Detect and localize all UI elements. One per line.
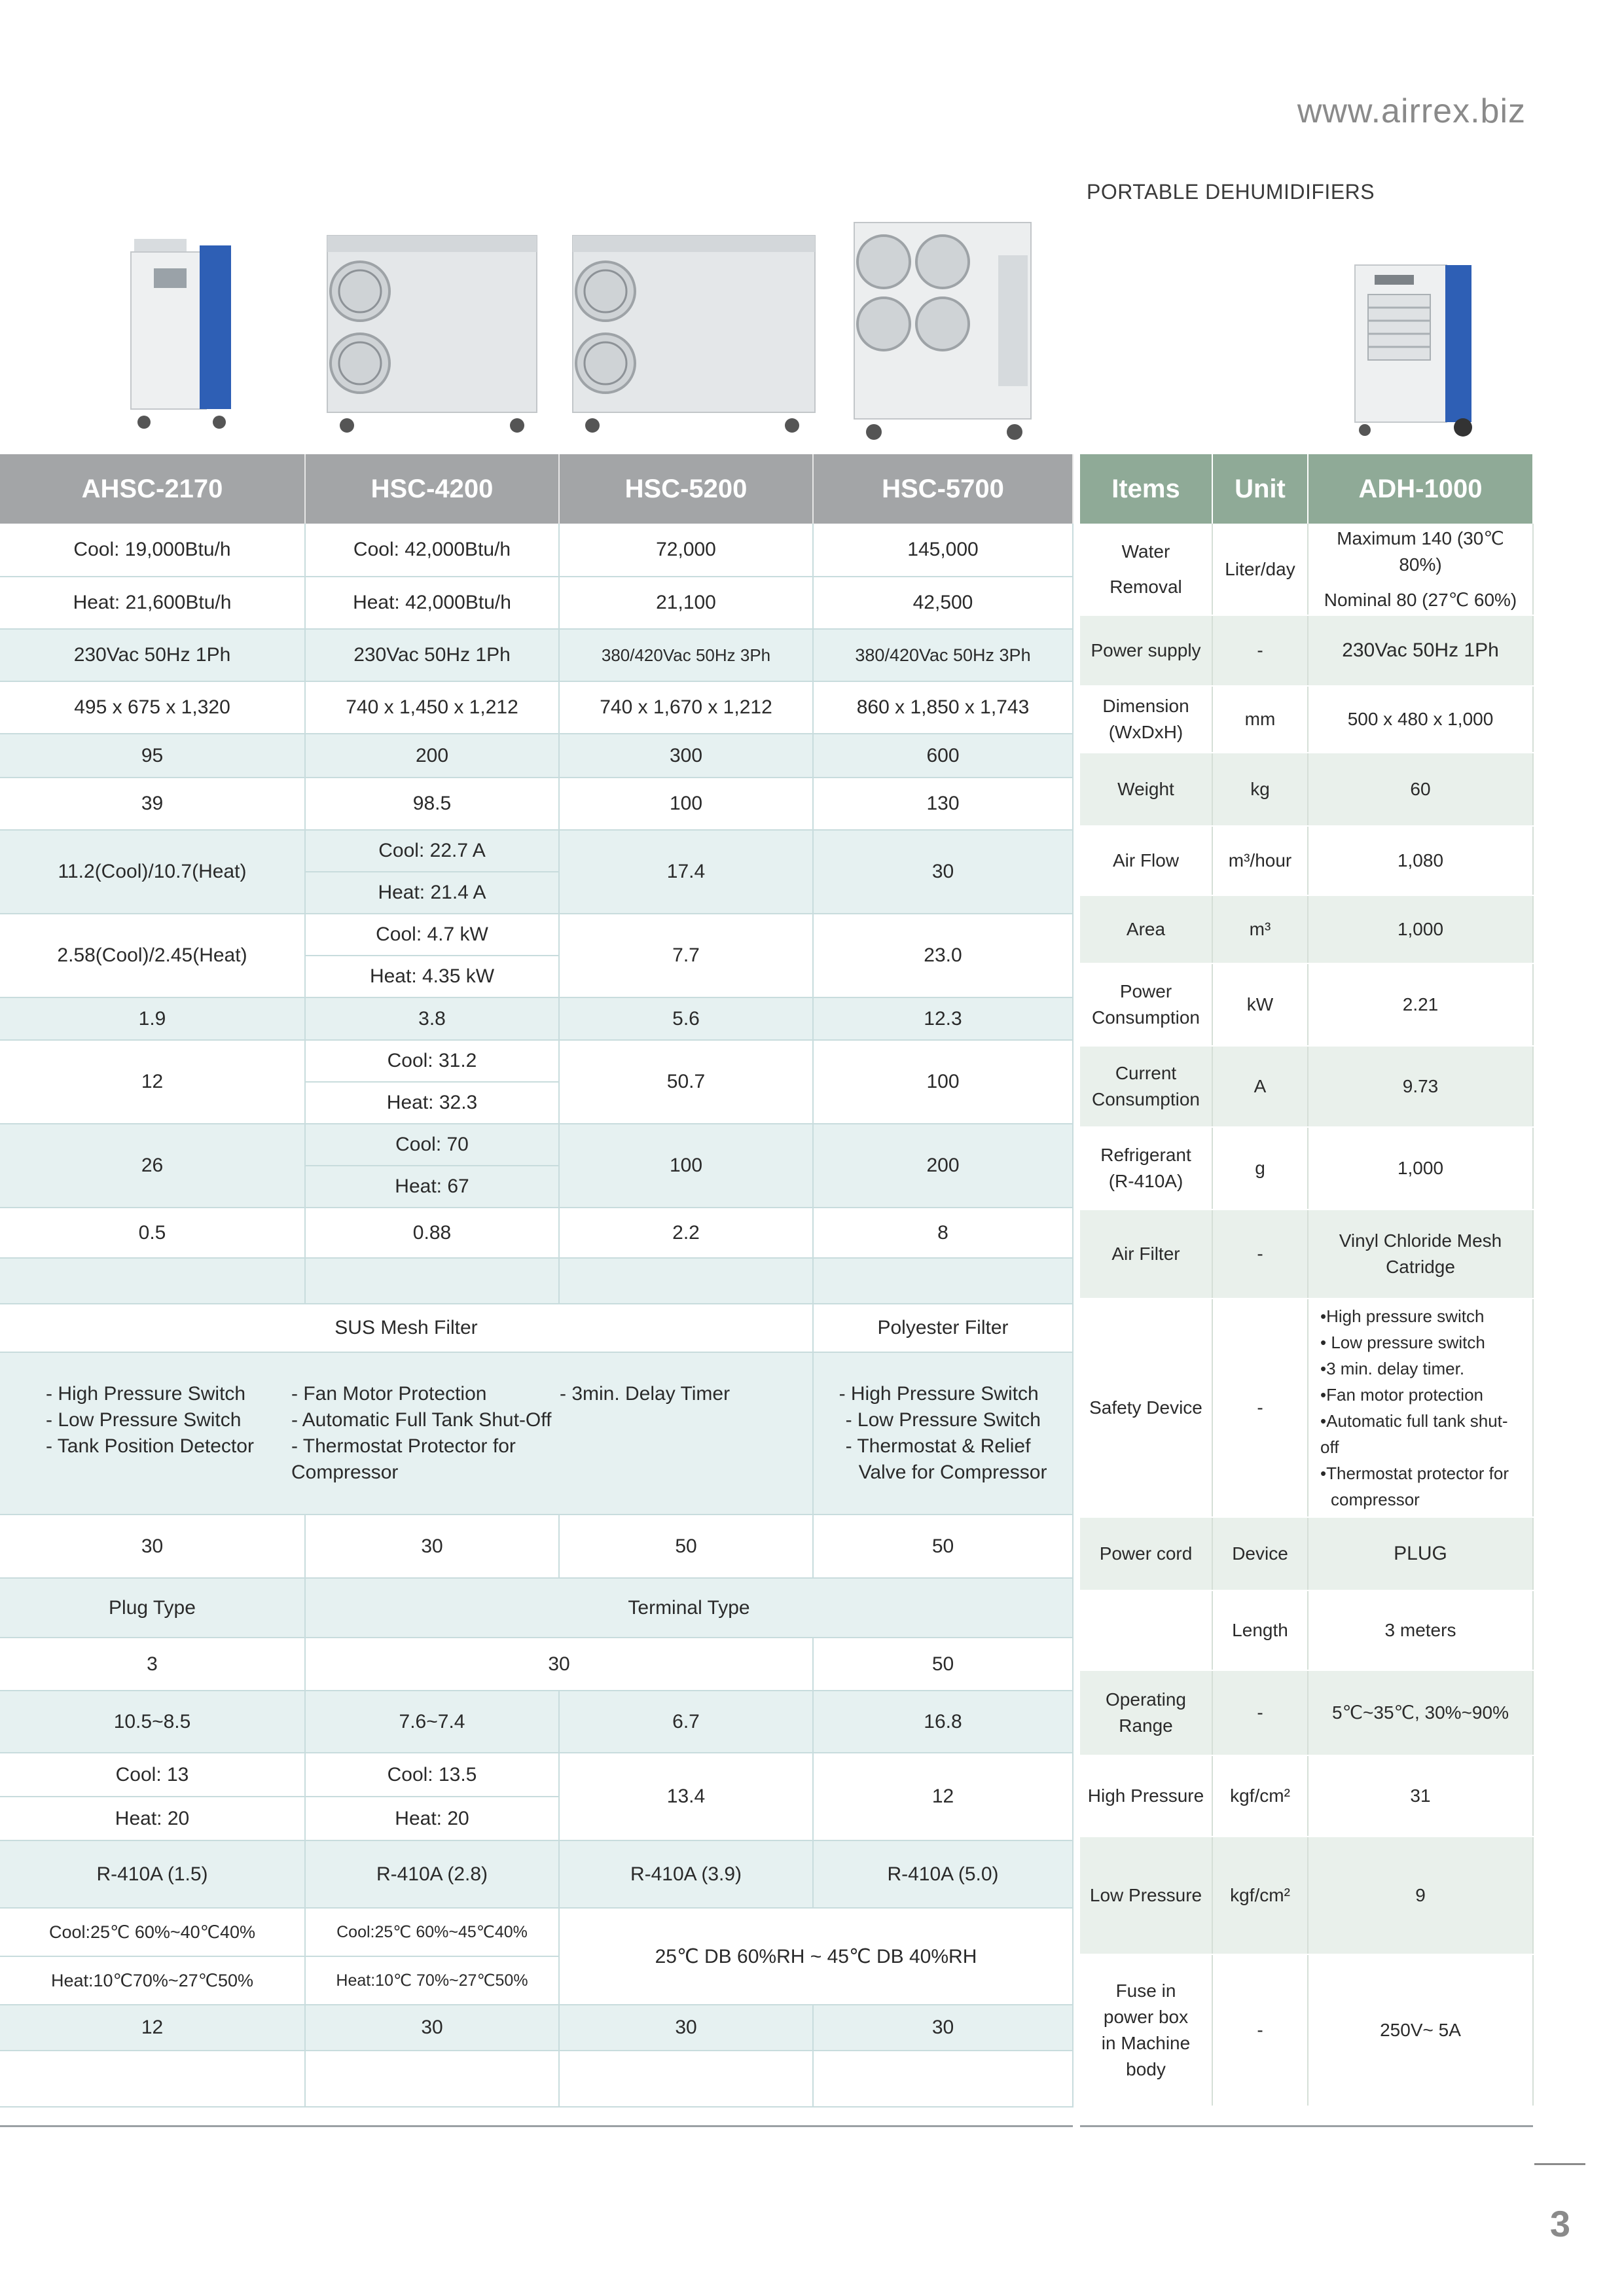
table-cell: Cool: 22.7 A xyxy=(305,830,559,872)
safety-device-cell xyxy=(0,1352,813,1515)
dehumidifier-spec-table xyxy=(1080,454,1534,2107)
table-cell: 23.0 xyxy=(813,914,1073,997)
table-cell: 230Vac 50Hz 1Ph xyxy=(0,629,305,681)
safety-item: •Fan motor protection xyxy=(1320,1385,1483,1405)
table-cell-empty xyxy=(813,1258,1073,1304)
value-cell: 1,080 xyxy=(1308,826,1533,895)
table-cell: Cool: 19,000Btu/h xyxy=(0,524,305,577)
table-cell: Cool: 70 xyxy=(305,1124,559,1166)
item-label: Range xyxy=(1119,1715,1173,1736)
value-cell: 3 meters xyxy=(1308,1590,1533,1670)
safety-item: •High pressure switch xyxy=(1320,1306,1485,1326)
table-cell: 39 xyxy=(0,778,305,830)
value-label: Maximum 140 (30℃ 80%) xyxy=(1337,528,1504,575)
table-cell: 21,100 xyxy=(559,577,813,629)
unit-cell: kgf/cm² xyxy=(1212,1755,1308,1837)
table-cell: 26 xyxy=(0,1124,305,1208)
item-label: Water xyxy=(1121,541,1170,562)
unit-cell: g xyxy=(1212,1127,1308,1210)
table-cell: 7.7 xyxy=(559,914,813,997)
table-cell: Heat: 20 xyxy=(0,1797,305,1840)
model-header-ahsc-2170: AHSC-2170 xyxy=(0,454,305,524)
safety-item: compressor xyxy=(1331,1490,1420,1509)
table-cell: 12.3 xyxy=(813,997,1073,1040)
value-cell: PLUG xyxy=(1308,1517,1533,1590)
table-cell: 6.7 xyxy=(559,1691,813,1753)
item-label: (R-410A) xyxy=(1108,1171,1183,1191)
table-cell-empty xyxy=(813,2051,1073,2107)
value-cell: 1,000 xyxy=(1308,895,1533,963)
table-cell-empty xyxy=(305,1258,559,1304)
table-cell: 860 x 1,850 x 1,743 xyxy=(813,681,1073,734)
value-label: Nominal 80 (27℃ 60%) xyxy=(1324,589,1517,610)
model-header-hsc-5700: HSC-5700 xyxy=(813,454,1073,524)
table-cell: Cool: 42,000Btu/h xyxy=(305,524,559,577)
unit-cell: - xyxy=(1212,1954,1308,2106)
item-label: Consumption xyxy=(1092,1089,1200,1109)
table-cell: 2.58(Cool)/2.45(Heat) xyxy=(0,914,305,997)
table-cell: 0.5 xyxy=(0,1208,305,1258)
safety-list xyxy=(46,1381,291,1460)
table-cell: 50 xyxy=(813,1515,1073,1578)
table-cell: 5.6 xyxy=(559,997,813,1040)
table-cell: Heat: 32.3 xyxy=(305,1082,559,1124)
safety-item: - 3min. Delay Timer xyxy=(560,1383,731,1405)
item-cell: Air Flow xyxy=(1080,826,1212,895)
table-cell: Plug Type xyxy=(0,1578,305,1638)
table-cell: Cool: 13.5 xyxy=(305,1753,559,1797)
unit-cell: A xyxy=(1212,1046,1308,1127)
table-cell: 25℃ DB 60%RH ~ 45℃ DB 40%RH xyxy=(559,1908,1073,2005)
table-cell-empty xyxy=(559,1258,813,1304)
value-cell xyxy=(1308,524,1533,615)
table-cell: 380/420Vac 50Hz 3Ph xyxy=(813,629,1073,681)
safety-item: - Automatic Full Tank Shut-Off xyxy=(291,1409,552,1431)
item-cell xyxy=(1080,963,1212,1046)
item-cell-empty xyxy=(1080,1590,1212,1670)
unit-cell: kg xyxy=(1212,753,1308,826)
safety-list xyxy=(1308,1299,1533,1517)
safety-item: - Fan Motor Protection xyxy=(291,1383,487,1405)
safety-device-cell xyxy=(813,1352,1073,1515)
table-cell: Cool: 13 xyxy=(0,1753,305,1797)
table-cell: 495 x 675 x 1,320 xyxy=(0,681,305,734)
item-cell xyxy=(1080,1046,1212,1127)
page-number-rule xyxy=(1534,2163,1585,2165)
filter-type-cell: Polyester Filter xyxy=(813,1304,1073,1352)
table-cell: 300 xyxy=(559,734,813,778)
item-cell xyxy=(1080,686,1212,753)
safety-item: Valve for Compressor xyxy=(858,1462,1047,1483)
table-cell: Cool: 4.7 kW xyxy=(305,914,559,956)
model-header-hsc-4200: HSC-4200 xyxy=(305,454,559,524)
table-cell: 10.5~8.5 xyxy=(0,1691,305,1753)
table-cell-empty xyxy=(559,2051,813,2107)
item-cell: Safety Device xyxy=(1080,1299,1212,1517)
table-cell: 30 xyxy=(305,1515,559,1578)
safety-list xyxy=(560,1381,756,1407)
table-cell: 740 x 1,670 x 1,212 xyxy=(559,681,813,734)
unit-cell: m³ xyxy=(1212,895,1308,963)
item-cell xyxy=(1080,1954,1212,2106)
filter-type-cell: SUS Mesh Filter xyxy=(0,1304,813,1352)
items-header: Items xyxy=(1080,454,1212,524)
table-cell: R-410A (3.9) xyxy=(559,1840,813,1908)
table-cell: 12 xyxy=(813,1753,1073,1840)
table-cell: Heat: 4.35 kW xyxy=(305,956,559,997)
item-cell: High Pressure xyxy=(1080,1755,1212,1837)
table-cell: 200 xyxy=(813,1124,1073,1208)
table-cell: Heat: 42,000Btu/h xyxy=(305,577,559,629)
air-conditioner-spec-table xyxy=(0,454,1074,2108)
table-cell: 2.2 xyxy=(559,1208,813,1258)
item-label: Consumption xyxy=(1092,1007,1200,1028)
item-cell: Power supply xyxy=(1080,615,1212,686)
table-cell: Cool: 31.2 xyxy=(305,1040,559,1082)
value-label: Catridge xyxy=(1386,1257,1455,1277)
unit-cell: - xyxy=(1212,615,1308,686)
table-cell-empty xyxy=(305,2051,559,2107)
item-cell: Power cord xyxy=(1080,1517,1212,1590)
table-cell: 380/420Vac 50Hz 3Ph xyxy=(559,629,813,681)
table-cell: 50.7 xyxy=(559,1040,813,1124)
model-header-adh-1000: ADH-1000 xyxy=(1308,454,1533,524)
value-cell: 250V~ 5A xyxy=(1308,1954,1533,2106)
table-cell: 30 xyxy=(0,1515,305,1578)
table-cell: 17.4 xyxy=(559,830,813,914)
value-cell xyxy=(1308,1210,1533,1299)
item-label: Fuse in xyxy=(1115,1981,1176,2001)
table-cell: 30 xyxy=(305,2005,559,2051)
table-cell: 50 xyxy=(559,1515,813,1578)
hsc-5200-product-image xyxy=(566,229,821,439)
table-bottom-rule xyxy=(0,2125,1073,2127)
value-cell: 5℃~35℃, 30%~90% xyxy=(1308,1670,1533,1755)
table-cell: 30 xyxy=(305,1638,813,1691)
table-cell: 145,000 xyxy=(813,524,1073,577)
value-cell: 31 xyxy=(1308,1755,1533,1837)
item-label: Refrigerant xyxy=(1100,1145,1191,1165)
model-header-hsc-5200: HSC-5200 xyxy=(559,454,813,524)
table-cell: 42,500 xyxy=(813,577,1073,629)
unit-cell: - xyxy=(1212,1210,1308,1299)
unit-cell: m³/hour xyxy=(1212,826,1308,895)
unit-cell: kgf/cm² xyxy=(1212,1837,1308,1954)
table-cell: Heat: 21.4 A xyxy=(305,872,559,914)
safety-item: - High Pressure Switch xyxy=(839,1383,1039,1405)
item-cell xyxy=(1080,524,1212,615)
safety-item: - Low Pressure Switch xyxy=(46,1409,242,1431)
table-cell: 72,000 xyxy=(559,524,813,577)
table-cell-empty xyxy=(0,1258,305,1304)
table-cell: Heat: 21,600Btu/h xyxy=(0,577,305,629)
unit-cell: Liter/day xyxy=(1212,524,1308,615)
table-cell: 0.88 xyxy=(305,1208,559,1258)
table-cell: Cool:25℃ 60%~40℃40% xyxy=(0,1908,305,1956)
table-bottom-rule xyxy=(1080,2125,1533,2127)
item-label: (WxDxH) xyxy=(1108,722,1183,742)
table-cell: 11.2(Cool)/10.7(Heat) xyxy=(0,830,305,914)
table-cell: 50 xyxy=(813,1638,1073,1691)
unit-cell: - xyxy=(1212,1670,1308,1755)
unit-cell: kW xyxy=(1212,963,1308,1046)
item-cell: Low Pressure xyxy=(1080,1837,1212,1954)
table-cell: R-410A (2.8) xyxy=(305,1840,559,1908)
item-label: body xyxy=(1126,2059,1166,2079)
item-cell: Weight xyxy=(1080,753,1212,826)
table-cell: 1.9 xyxy=(0,997,305,1040)
table-cell: 200 xyxy=(305,734,559,778)
page-number: 3 xyxy=(1549,2203,1570,2244)
table-cell: 16.8 xyxy=(813,1691,1073,1753)
website-url[interactable]: www.airrex.biz xyxy=(1297,92,1526,130)
table-cell: Terminal Type xyxy=(305,1578,1073,1638)
safety-item: - High Pressure Switch xyxy=(46,1383,246,1405)
value-label: Vinyl Chloride Mesh xyxy=(1339,1230,1502,1251)
table-cell: Heat:10℃ 70%~27℃50% xyxy=(305,1956,559,2005)
item-cell: Air Filter xyxy=(1080,1210,1212,1299)
safety-item: •3 min. delay timer. xyxy=(1320,1359,1465,1378)
table-cell: 8 xyxy=(813,1208,1073,1258)
safety-item: •Automatic full tank shut-off xyxy=(1320,1411,1508,1457)
value-cell: 230Vac 50Hz 1Ph xyxy=(1308,615,1533,686)
table-cell: 7.6~7.4 xyxy=(305,1691,559,1753)
table-cell: 12 xyxy=(0,2005,305,2051)
hsc-4200-product-image xyxy=(321,229,543,439)
table-cell: Heat:10℃70%~27℃50% xyxy=(0,1956,305,2005)
table-cell: 3 xyxy=(0,1638,305,1691)
table-cell: 95 xyxy=(0,734,305,778)
table-cell: 98.5 xyxy=(305,778,559,830)
item-label: Current xyxy=(1115,1063,1177,1083)
hsc-5700-product-image xyxy=(848,216,1044,445)
section-label: PORTABLE DEHUMIDIFIERS xyxy=(1087,180,1375,204)
table-cell: 12 xyxy=(0,1040,305,1124)
table-cell: 230Vac 50Hz 1Ph xyxy=(305,629,559,681)
table-cell: 100 xyxy=(559,1124,813,1208)
item-label: power box xyxy=(1103,2007,1189,2027)
table-cell: R-410A (1.5) xyxy=(0,1840,305,1908)
unit-cell: Length xyxy=(1212,1590,1308,1670)
table-cell: 100 xyxy=(559,778,813,830)
table-cell: 13.4 xyxy=(559,1753,813,1840)
table-cell: 30 xyxy=(559,2005,813,2051)
safety-item: •Thermostat protector for xyxy=(1320,1463,1509,1483)
adh-1000-product-image xyxy=(1348,259,1479,442)
table-cell: R-410A (5.0) xyxy=(813,1840,1073,1908)
table-cell: 30 xyxy=(813,2005,1073,2051)
table-cell: 130 xyxy=(813,778,1073,830)
item-label: Operating xyxy=(1106,1689,1186,1710)
value-cell: 500 x 480 x 1,000 xyxy=(1308,686,1533,753)
safety-item: - Thermostat Protector for Compressor xyxy=(291,1435,516,1483)
table-cell-empty xyxy=(0,2051,305,2107)
item-cell: Area xyxy=(1080,895,1212,963)
safety-item: - Low Pressure Switch xyxy=(845,1409,1041,1431)
table-cell: Heat: 67 xyxy=(305,1166,559,1208)
item-cell xyxy=(1080,1670,1212,1755)
item-label: Dimension xyxy=(1102,696,1189,716)
ahsc-2170-product-image xyxy=(128,232,239,435)
unit-cell: mm xyxy=(1212,686,1308,753)
item-label: Removal xyxy=(1110,576,1182,597)
table-cell: Heat: 20 xyxy=(305,1797,559,1840)
safety-item: - Tank Position Detector xyxy=(46,1435,254,1457)
value-cell: 1,000 xyxy=(1308,1127,1533,1210)
value-cell: 9.73 xyxy=(1308,1046,1533,1127)
table-cell: 740 x 1,450 x 1,212 xyxy=(305,681,559,734)
value-cell: 60 xyxy=(1308,753,1533,826)
table-cell: 30 xyxy=(813,830,1073,914)
unit-cell: - xyxy=(1212,1299,1308,1517)
value-cell: 9 xyxy=(1308,1837,1533,1954)
unit-cell: Device xyxy=(1212,1517,1308,1590)
safety-item: • Low pressure switch xyxy=(1320,1333,1485,1352)
item-label: Power xyxy=(1119,981,1172,1001)
item-cell xyxy=(1080,1127,1212,1210)
safety-list xyxy=(291,1381,560,1486)
table-cell: Cool:25℃ 60%~45℃40% xyxy=(305,1908,559,1956)
item-label: in Machine xyxy=(1101,2033,1191,2053)
safety-item: - Thermostat & Relief xyxy=(845,1435,1031,1457)
table-cell: 3.8 xyxy=(305,997,559,1040)
unit-header: Unit xyxy=(1212,454,1308,524)
table-cell: 600 xyxy=(813,734,1073,778)
table-cell: 100 xyxy=(813,1040,1073,1124)
value-cell: 2.21 xyxy=(1308,963,1533,1046)
